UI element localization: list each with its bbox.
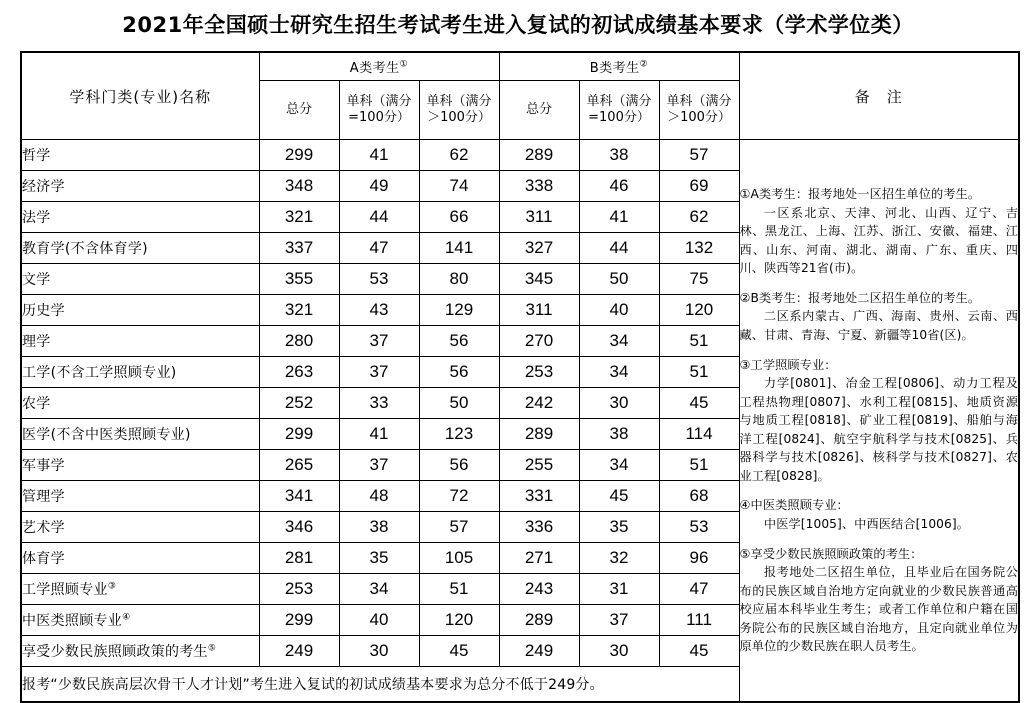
cell-a-gt100: 129 (419, 295, 499, 326)
cell-a-eq100: 41 (339, 140, 419, 171)
header-group-a (259, 52, 499, 81)
header-b-single-gt100 (659, 81, 739, 140)
cell-a-eq100: 33 (339, 388, 419, 419)
cell-a-gt100: 120 (419, 605, 499, 636)
cell-a-total: 321 (259, 295, 339, 326)
cell-a-total: 341 (259, 481, 339, 512)
header-a-single-gt100 (419, 81, 499, 140)
cell-a-gt100: 141 (419, 233, 499, 264)
note-spacer (740, 278, 1019, 289)
cell-b-total: 289 (499, 140, 579, 171)
cell-b-total: 249 (499, 636, 579, 667)
cell-a-eq100: 34 (339, 574, 419, 605)
cell-b-total: 289 (499, 605, 579, 636)
note-4-body: 中医学[1005]、中西医结合[1006]。 (763, 516, 970, 531)
cell-b-total: 311 (499, 202, 579, 233)
row-label-text: 文学 (22, 272, 51, 288)
header-b-single-eq100 (579, 81, 659, 140)
cell-b-eq100: 38 (579, 140, 659, 171)
cell-b-eq100: 34 (579, 450, 659, 481)
cell-b-gt100: 69 (659, 171, 739, 202)
cell-b-eq100: 31 (579, 574, 659, 605)
cell-a-eq100: 37 (339, 357, 419, 388)
cell-b-gt100: 53 (659, 512, 739, 543)
cell-b-eq100: 44 (579, 233, 659, 264)
cell-a-total: 337 (259, 233, 339, 264)
cell-a-eq100: 48 (339, 481, 419, 512)
cell-a-eq100: 35 (339, 543, 419, 574)
cell-b-total: 271 (499, 543, 579, 574)
note-2-body: 二区系内蒙古、广西、海南、贵州、云南、西藏、甘肃、青海、宁夏、新疆等10省(区)。 (739, 309, 1019, 343)
note-5-title: ⑤享受少数民族照顾政策的考生： (739, 546, 923, 561)
row-label-marker: ③ (107, 581, 117, 592)
cell-a-eq100: 40 (339, 605, 419, 636)
cell-a-total: 281 (259, 543, 339, 574)
row-label-marker: ④ (122, 612, 131, 623)
row-label-text: 教育学(不含体育学) (22, 241, 148, 257)
note-2-title: ②B类考生：报考地处二区招生单位的考生。 (739, 290, 981, 305)
note-spacer (740, 485, 1019, 496)
note-3-title: ③工学照顾专业： (739, 357, 837, 372)
row-label-text: 工学照顾专业 (22, 582, 108, 598)
cell-b-eq100: 34 (579, 357, 659, 388)
cell-a-gt100: 105 (419, 543, 499, 574)
row-label-text: 哲学 (22, 148, 51, 164)
header-group-b (499, 52, 739, 81)
cell-a-gt100: 72 (419, 481, 499, 512)
row-label-text: 理学 (22, 334, 51, 350)
cell-a-eq100: 53 (339, 264, 419, 295)
row-label (21, 636, 259, 667)
cell-a-eq100: 41 (339, 419, 419, 450)
cell-b-total: 336 (499, 512, 579, 543)
footer-note: 报考“少数民族高层次骨干人才计划”考生进入复试的初试成绩基本要求为总分不低于249分。 (21, 667, 739, 703)
row-label-text: 农学 (22, 396, 51, 412)
header-group-b-label: B类考生 (589, 61, 640, 76)
row-label (21, 605, 259, 636)
row-label (21, 202, 259, 233)
cell-a-total: 321 (259, 202, 339, 233)
score-table-container (20, 51, 1018, 703)
cell-b-gt100: 57 (659, 140, 739, 171)
header-remarks-char-2: 注 (886, 87, 903, 106)
row-label-text: 经济学 (22, 179, 65, 195)
header-group-a-marker: ① (399, 59, 409, 70)
cell-a-gt100: 74 (419, 171, 499, 202)
cell-b-eq100: 38 (579, 419, 659, 450)
cell-b-eq100: 30 (579, 388, 659, 419)
row-label (21, 481, 259, 512)
cell-b-eq100: 37 (579, 605, 659, 636)
table-row (21, 140, 1019, 171)
row-label-text: 体育学 (22, 551, 65, 567)
row-label (21, 233, 259, 264)
cell-b-total: 311 (499, 295, 579, 326)
row-label-text: 享受少数民族照顾政策的考生 (22, 644, 208, 660)
header-remarks-char-1: 备 (854, 87, 871, 106)
cell-a-total: 299 (259, 140, 339, 171)
row-label (21, 264, 259, 295)
cell-b-gt100: 45 (659, 636, 739, 667)
cell-a-total: 346 (259, 512, 339, 543)
header-b-single-gt100-line2: ＞100分） (667, 110, 731, 125)
cell-b-total: 253 (499, 357, 579, 388)
row-label-text: 法学 (22, 210, 51, 226)
cell-a-gt100: 45 (419, 636, 499, 667)
row-label (21, 326, 259, 357)
cell-b-gt100: 51 (659, 450, 739, 481)
cell-b-eq100: 40 (579, 295, 659, 326)
header-row-groups (21, 52, 1019, 81)
cell-b-total: 242 (499, 388, 579, 419)
row-label-text: 历史学 (22, 303, 65, 319)
note-1-body: 一区系北京、天津、河北、山西、辽宁、吉林、黑龙江、上海、江苏、浙江、安徽、福建、江西、山东、河南、湖北、湖南、广东、重庆、四川、陕西等21省(市)。 (739, 205, 1019, 276)
note-spacer (740, 534, 1019, 545)
table-body (21, 140, 1019, 703)
cell-b-gt100: 47 (659, 574, 739, 605)
header-discipline-name: 学科门类(专业)名称 (21, 52, 259, 140)
row-label (21, 450, 259, 481)
header-group-a-label: A类考生 (349, 61, 400, 76)
cell-b-eq100: 30 (579, 636, 659, 667)
cell-a-eq100: 30 (339, 636, 419, 667)
cell-a-total: 263 (259, 357, 339, 388)
cell-a-eq100: 44 (339, 202, 419, 233)
cell-b-gt100: 132 (659, 233, 739, 264)
cell-a-total: 265 (259, 450, 339, 481)
cell-a-gt100: 56 (419, 357, 499, 388)
row-label (21, 140, 259, 171)
cell-b-total: 270 (499, 326, 579, 357)
cell-a-eq100: 37 (339, 450, 419, 481)
cell-b-total: 243 (499, 574, 579, 605)
row-label (21, 574, 259, 605)
cell-b-eq100: 50 (579, 264, 659, 295)
remarks-cell (739, 140, 1019, 703)
cell-a-total: 355 (259, 264, 339, 295)
cell-b-total: 327 (499, 233, 579, 264)
cell-a-gt100: 51 (419, 574, 499, 605)
header-a-single-gt100-line2: ＞100分） (427, 110, 491, 125)
score-requirements-table (20, 51, 1020, 703)
cell-a-gt100: 57 (419, 512, 499, 543)
row-label (21, 419, 259, 450)
cell-b-gt100: 96 (659, 543, 739, 574)
cell-b-eq100: 34 (579, 326, 659, 357)
header-b-single-eq100-line1: 单科（满分 (586, 93, 652, 109)
cell-b-eq100: 41 (579, 202, 659, 233)
cell-a-eq100: 49 (339, 171, 419, 202)
header-b-total: 总分 (499, 81, 579, 140)
cell-a-total: 348 (259, 171, 339, 202)
row-label (21, 512, 259, 543)
cell-b-gt100: 75 (659, 264, 739, 295)
cell-b-total: 345 (499, 264, 579, 295)
cell-b-total: 255 (499, 450, 579, 481)
note-1-title: ①A类考生：报考地处一区招生单位的考生。 (739, 187, 981, 202)
cell-b-eq100: 46 (579, 171, 659, 202)
cell-a-gt100: 80 (419, 264, 499, 295)
cell-b-eq100: 32 (579, 543, 659, 574)
header-a-single-eq100-line2: =100分） (348, 110, 410, 125)
row-label-marker: ⑤ (207, 643, 217, 654)
note-5-body: 报考地处二区招生单位，且毕业后在国务院公布的民族区域自治地方定向就业的少数民族普通高校应届本科毕业生考生；或者工作单位和户籍在国务院公布的民族区域自治地方，且定向就业单位为原单位的少数民族在职人员考生。 (739, 565, 1019, 654)
row-label-text: 管理学 (22, 489, 65, 505)
header-remarks-inner (855, 86, 903, 107)
cell-a-total: 252 (259, 388, 339, 419)
cell-a-gt100: 123 (419, 419, 499, 450)
cell-b-eq100: 35 (579, 512, 659, 543)
note-4-title: ④中医类照顾专业： (739, 498, 849, 513)
row-label (21, 388, 259, 419)
note-3-body: 力学[0801]、冶金工程[0806]、动力工程及工程热物理[0807]、水利工程[0815]、地质资源与地质工程[0818]、矿业工程[0819]、船舶与海洋工程[0824]、航空宇航科学与技术[0825]、兵器科学与技术[0826]、核科学与技术[0827]、农业工程[0828]。 (739, 376, 1019, 483)
cell-a-total: 299 (259, 419, 339, 450)
cell-b-total: 289 (499, 419, 579, 450)
cell-a-eq100: 43 (339, 295, 419, 326)
row-label-text: 军事学 (22, 458, 65, 474)
cell-a-eq100: 47 (339, 233, 419, 264)
cell-b-gt100: 68 (659, 481, 739, 512)
cell-b-gt100: 114 (659, 419, 739, 450)
cell-a-gt100: 56 (419, 450, 499, 481)
header-group-b-marker: ② (639, 59, 649, 70)
header-b-single-gt100-line1: 单科（满分 (666, 93, 732, 109)
cell-b-gt100: 51 (659, 326, 739, 357)
cell-b-gt100: 111 (659, 605, 739, 636)
cell-a-gt100: 62 (419, 140, 499, 171)
cell-b-eq100: 45 (579, 481, 659, 512)
row-label (21, 543, 259, 574)
row-label (21, 295, 259, 326)
note-spacer (740, 345, 1019, 356)
header-a-single-eq100-line1: 单科（满分 (346, 93, 412, 109)
row-label (21, 357, 259, 388)
row-label (21, 171, 259, 202)
row-label-text: 工学(不含工学照顾专业) (22, 365, 177, 381)
header-b-single-eq100-line2: =100分） (588, 110, 650, 125)
cell-b-total: 331 (499, 481, 579, 512)
table-header (21, 52, 1019, 140)
cell-a-total: 249 (259, 636, 339, 667)
cell-b-gt100: 120 (659, 295, 739, 326)
cell-a-gt100: 56 (419, 326, 499, 357)
cell-b-gt100: 45 (659, 388, 739, 419)
page-title: 2021年全国硕士研究生招生考试考生进入复试的初试成绩基本要求（学术学位类） (122, 13, 914, 37)
cell-b-gt100: 62 (659, 202, 739, 233)
cell-a-gt100: 50 (419, 388, 499, 419)
header-a-total: 总分 (259, 81, 339, 140)
cell-a-total: 299 (259, 605, 339, 636)
cell-a-eq100: 37 (339, 326, 419, 357)
cell-a-total: 253 (259, 574, 339, 605)
cell-a-eq100: 38 (339, 512, 419, 543)
row-label-text: 艺术学 (22, 520, 65, 536)
cell-a-gt100: 66 (419, 202, 499, 233)
header-a-single-gt100-line1: 单科（满分 (426, 93, 492, 109)
cell-b-gt100: 51 (659, 357, 739, 388)
row-label-text: 医学(不含中医类照顾专业) (22, 427, 191, 443)
cell-a-total: 280 (259, 326, 339, 357)
header-a-single-eq100 (339, 81, 419, 140)
header-remarks (739, 52, 1019, 140)
cell-b-total: 338 (499, 171, 579, 202)
row-label-text: 中医类照顾专业 (22, 613, 123, 629)
